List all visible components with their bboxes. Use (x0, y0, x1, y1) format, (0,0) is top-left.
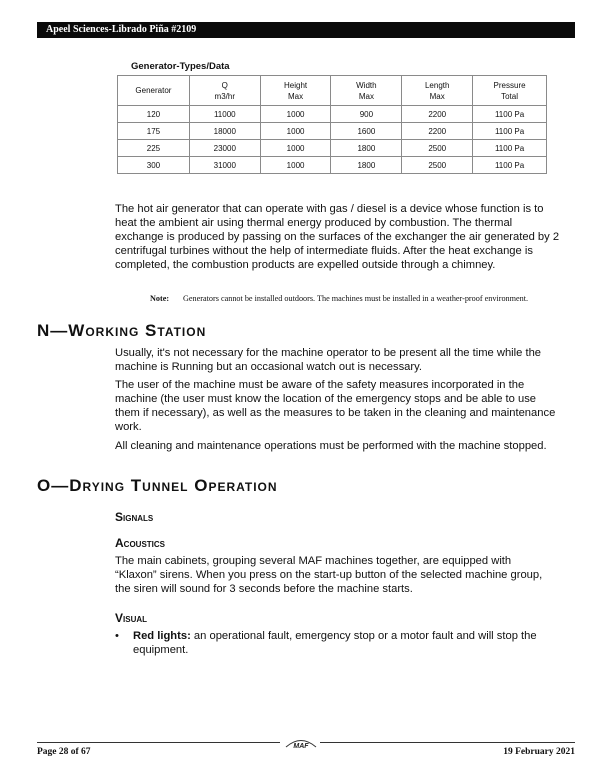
table-cell: 11000 (189, 106, 260, 123)
table-cell: 1000 (260, 140, 331, 157)
table-header-row (118, 76, 547, 106)
table-cell: 1100 Pa (473, 157, 547, 174)
column-header: Q m3/hr (189, 76, 260, 106)
working-station-paragraph-2: The user of the machine must be aware of the safety measures incorporated in the machine (the user must know the location of the emergency stops and be able to use them if necessary), as well as the measures to be taken in the cleaning and maintenance work. (115, 379, 556, 433)
signals-heading: Signals (115, 510, 154, 524)
intro-paragraph: The hot air generator that can operate with gas / diesel is a device whose function is to heat the ambient air using thermal energy produced by combustion. The thermal exchange is produced by passing on the surfaces of the exchanger the air generated by 2 centrifugal turbines without the help of intermediate fluids. After the heat exchange is completed, the combustion products are expelled outside through a chimney. (115, 203, 560, 271)
table-cell: 1100 Pa (473, 123, 547, 140)
table-cell: 900 (331, 106, 402, 123)
bullet-icon: • (115, 630, 119, 642)
table-row (118, 157, 547, 174)
generator-table (117, 75, 547, 174)
column-header: Generator (118, 76, 190, 106)
working-station-paragraph-1: Usually, it's not necessary for the machine operator to be present all the time while the machine is Running but an occasional watch out is necessary. (115, 347, 542, 373)
table-cell: 2200 (402, 106, 473, 123)
table-cell: 2200 (402, 123, 473, 140)
column-header: Pressure Total (473, 76, 547, 106)
bullet-text: an operational fault, emergency stop or a motor fault and will stop the equipment. (133, 630, 537, 656)
table-cell: 31000 (189, 157, 260, 174)
document-date: 19 February 2021 (503, 747, 575, 757)
table-cell: 18000 (189, 123, 260, 140)
section-title-drying-tunnel: O—Drying Tunnel Operation (37, 476, 278, 495)
table-cell: 1000 (260, 123, 331, 140)
working-station-paragraph-3: All cleaning and maintenance operations must be performed with the machine stopped. (115, 440, 547, 452)
table-cell: 175 (118, 123, 190, 140)
table-cell: 2500 (402, 157, 473, 174)
table-caption: Generator-Types/Data (131, 61, 230, 72)
table-row (118, 140, 547, 157)
table-cell: 2500 (402, 140, 473, 157)
page-number: Page 28 of 67 (37, 747, 91, 757)
visual-heading: Visual (115, 611, 148, 625)
note-label: Note: (150, 294, 170, 303)
table-cell: 1800 (331, 140, 402, 157)
document-title: Apeel Sciences-Librado Piña #2109 (46, 24, 197, 35)
logo-text: MAF (293, 743, 309, 750)
table-cell: 225 (118, 140, 190, 157)
table-cell: 1600 (331, 123, 402, 140)
maf-logo-icon (284, 736, 318, 750)
table-row (118, 123, 547, 140)
footer-divider-left (37, 742, 280, 743)
note-text: Generators cannot be installed outdoors. The machines must be installed in a weather-proof environment. (183, 294, 529, 303)
table-cell: 120 (118, 106, 190, 123)
table-cell: 1000 (260, 106, 331, 123)
acoustics-paragraph: The main cabinets, grouping several MAF machines together, are equipped with “Klaxon” sirens. When you press on the start-up button of the selected machine group, the siren will sound for 3 seconds before the machine starts. (115, 555, 543, 595)
footer-divider-right (320, 742, 575, 743)
table-cell: 1000 (260, 157, 331, 174)
section-title-working-station: N—Working Station (37, 321, 207, 340)
column-header: Width Max (331, 76, 402, 106)
table-cell: 1100 Pa (473, 140, 547, 157)
table-cell: 300 (118, 157, 190, 174)
acoustics-heading: Acoustics (115, 536, 166, 550)
list-item (115, 629, 555, 657)
column-header: Length Max (402, 76, 473, 106)
table-cell: 1800 (331, 157, 402, 174)
table-cell: 1100 Pa (473, 106, 547, 123)
table-row (118, 106, 547, 123)
table-cell: 23000 (189, 140, 260, 157)
note (150, 293, 560, 304)
header-bar (37, 22, 575, 38)
column-header: Height Max (260, 76, 331, 106)
bullet-label: Red lights: (133, 630, 191, 642)
